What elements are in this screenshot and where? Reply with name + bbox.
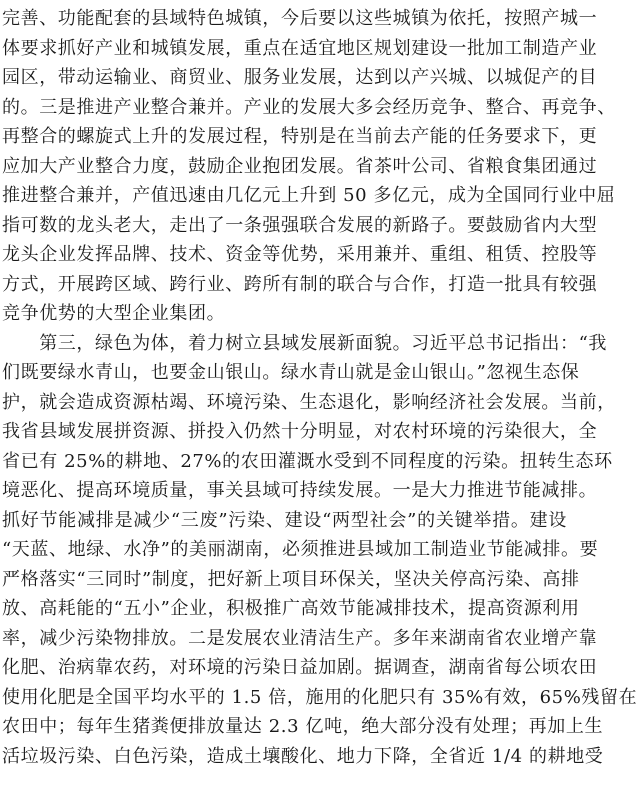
text-line: 竞争优势的大型企业集团。: [2, 303, 226, 324]
text-line: 放、高耗能的“五小”企业，积极推广高效节能减排技术，提高资源利用: [2, 598, 580, 619]
text-line: 抓好节能减排是减少“三废”污染、建设“两型社会”的关键举措。建设: [2, 509, 567, 531]
text-line: 园区，带动运输业、商贸业、服务业发展，达到以产兴城、以城促产的目: [2, 67, 598, 88]
text-line: “天蓝、地绿、水净”的美丽湖南，必须推进县域加工制造业节能减排。要: [2, 539, 599, 560]
text-line: 应加大产业整合力度，鼓励企业抱团发展。省茶叶公司、省粮食集团通过: [2, 155, 598, 177]
text-line: 再整合的螺旋式上升的发展过程，特别是在当前去产能的任务要求下，更: [2, 126, 598, 147]
text-line: 推进整合兼并，产值迅速由几亿元上升到 50 多亿元，成为全国同行业中屈: [2, 185, 616, 206]
text-line: 严格落实“三同时”制度，把好新上项目环保关，坚决关停高污染、高排: [2, 568, 580, 590]
text-line: 第三，绿色为体，着力树立县域发展新面貌。习近平总书记指出：“我: [2, 332, 607, 354]
text-line: 使用化肥是全国平均水平的 1.5 倍，施用的化肥只有 35%有效，65%残留在: [2, 686, 637, 708]
text-line: 们既要绿水青山，也要金山银山。绿水青山就是金山银山。”忽视生态保: [2, 362, 580, 383]
text-line: 活垃圾污染、白色污染，造成土壤酸化、地力下降，全省近 1/4 的耕地受: [2, 745, 604, 767]
text-line: 体要求抓好产业和城镇发展，重点在适宜地区规划建设一批加工制造产业: [2, 37, 598, 59]
text-line: 方式，开展跨区域、跨行业、跨所有制的联合与合作，打造一批具有较强: [2, 273, 598, 295]
text-line: 完善、功能配套的县域特色城镇，今后要以这些城镇为依托，按照产城一: [2, 8, 598, 29]
text-line: 省已有 25%的耕地、27%的农田灌溉水受到不同程度的污染。扭转生态环: [2, 450, 613, 472]
text-line: 率，减少污染物排放。二是发展农业清洁生产。多年来湖南省农业增产靠: [2, 627, 598, 649]
text-line: 化肥、治病靠农药，对环境的污染日益加剧。据调查，湖南省每公顷农田: [2, 657, 598, 678]
text-line: 龙头企业发挥品牌、技术、资金等优势，采用兼并、重组、租赁、控股等: [2, 244, 598, 265]
document-body: [2, 4, 637, 771]
text-line: 的。三是推进产业整合兼并。产业的发展大多会经历竞争、整合、再竞争、: [2, 96, 616, 118]
text-line: 指可数的龙头老大，走出了一条强强联合发展的新路子。要鼓励省内大型: [2, 214, 598, 236]
text-line: 护，就会造成资源枯竭、环境污染、生态退化，影响经济社会发展。当前，: [2, 391, 616, 413]
text-line: 农田中；每年生猪粪便排放量达 2.3 亿吨，绝大部分没有处理；再加上生: [2, 716, 604, 737]
text-line: 境恶化、提高环境质量，事关县域可持续发展。一是大力推进节能减排。: [2, 480, 598, 501]
text-line: 我省县域发展拼资源、拼投入仍然十分明显，对农村环境的污染很大，全: [2, 421, 598, 442]
